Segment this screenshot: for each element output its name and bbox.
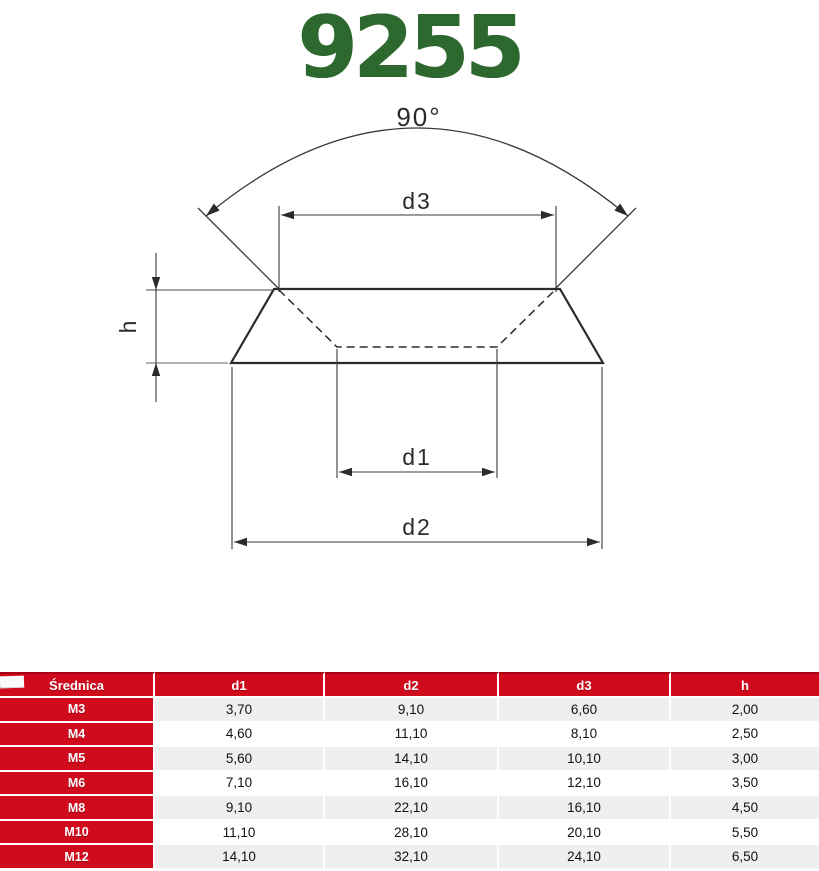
cell-m8-d3: 16,10 — [499, 796, 671, 821]
cell-m3-d3: 6,60 — [499, 698, 671, 723]
cell-m10-d3: 20,10 — [499, 821, 671, 846]
column-header-h: h — [671, 672, 819, 698]
column-header-srednica: Średnica — [0, 672, 155, 698]
cell-m8-d2: 22,10 — [325, 796, 499, 821]
angle-label: 90° — [396, 102, 442, 132]
d1-label: d1 — [402, 444, 432, 470]
cell-m8-h: 4,50 — [671, 796, 819, 821]
cell-m3-h: 2,00 — [671, 698, 819, 723]
row-header-m4: M4 — [0, 723, 155, 748]
row-header-m5: M5 — [0, 747, 155, 772]
cell-m3-d1: 3,70 — [155, 698, 325, 723]
cell-m12-d3: 24,10 — [499, 845, 671, 870]
arrowhead — [614, 204, 631, 220]
h-label: h — [115, 318, 141, 334]
arrowhead — [587, 538, 600, 546]
cell-m6-h: 3,50 — [671, 772, 819, 797]
h-dimension — [146, 253, 272, 402]
arrowhead — [339, 468, 352, 476]
product-code-title: 9255 — [297, 0, 522, 98]
d3-dimension — [279, 206, 556, 292]
cell-m10-d2: 28,10 — [325, 821, 499, 846]
arrowhead — [203, 204, 220, 220]
row-header-m8: M8 — [0, 796, 155, 821]
cell-m4-h: 2,50 — [671, 723, 819, 748]
arrowhead — [234, 538, 247, 546]
cone-line-right — [555, 208, 636, 289]
cell-m4-d2: 11,10 — [325, 723, 499, 748]
cell-m10-h: 5,50 — [671, 821, 819, 846]
column-header-d1: d1 — [155, 672, 325, 698]
arrowhead — [152, 363, 160, 376]
d3-label: d3 — [402, 188, 432, 214]
cell-m6-d1: 7,10 — [155, 772, 325, 797]
cone-line-left — [198, 208, 279, 289]
arrowhead — [541, 211, 554, 219]
countersink-hidden-lines — [279, 290, 555, 347]
cell-m12-d2: 32,10 — [325, 845, 499, 870]
washer-outline — [231, 289, 603, 363]
row-header-m10: M10 — [0, 821, 155, 846]
cell-m5-d1: 5,60 — [155, 747, 325, 772]
row-header-m6: M6 — [0, 772, 155, 797]
cell-m10-d1: 11,10 — [155, 821, 325, 846]
cell-m3-d2: 9,10 — [325, 698, 499, 723]
dimensions-table — [0, 672, 819, 870]
d2-label: d2 — [402, 514, 432, 540]
cell-m12-d1: 14,10 — [155, 845, 325, 870]
row-header-m3: M3 — [0, 698, 155, 723]
cell-m5-d3: 10,10 — [499, 747, 671, 772]
print-artifact — [0, 676, 24, 689]
column-header-d2: d2 — [325, 672, 499, 698]
arrowhead — [281, 211, 294, 219]
cell-m8-d1: 9,10 — [155, 796, 325, 821]
cell-m5-d2: 14,10 — [325, 747, 499, 772]
column-header-d3: d3 — [499, 672, 671, 698]
outer-profile — [231, 289, 603, 363]
cell-m4-d1: 4,60 — [155, 723, 325, 748]
arrowhead — [152, 277, 160, 290]
cell-m6-d2: 16,10 — [325, 772, 499, 797]
cell-m4-d3: 8,10 — [499, 723, 671, 748]
row-header-m12: M12 — [0, 845, 155, 870]
cell-m5-h: 3,00 — [671, 747, 819, 772]
cell-m12-h: 6,50 — [671, 845, 819, 870]
cell-m6-d3: 12,10 — [499, 772, 671, 797]
arrowhead — [482, 468, 495, 476]
